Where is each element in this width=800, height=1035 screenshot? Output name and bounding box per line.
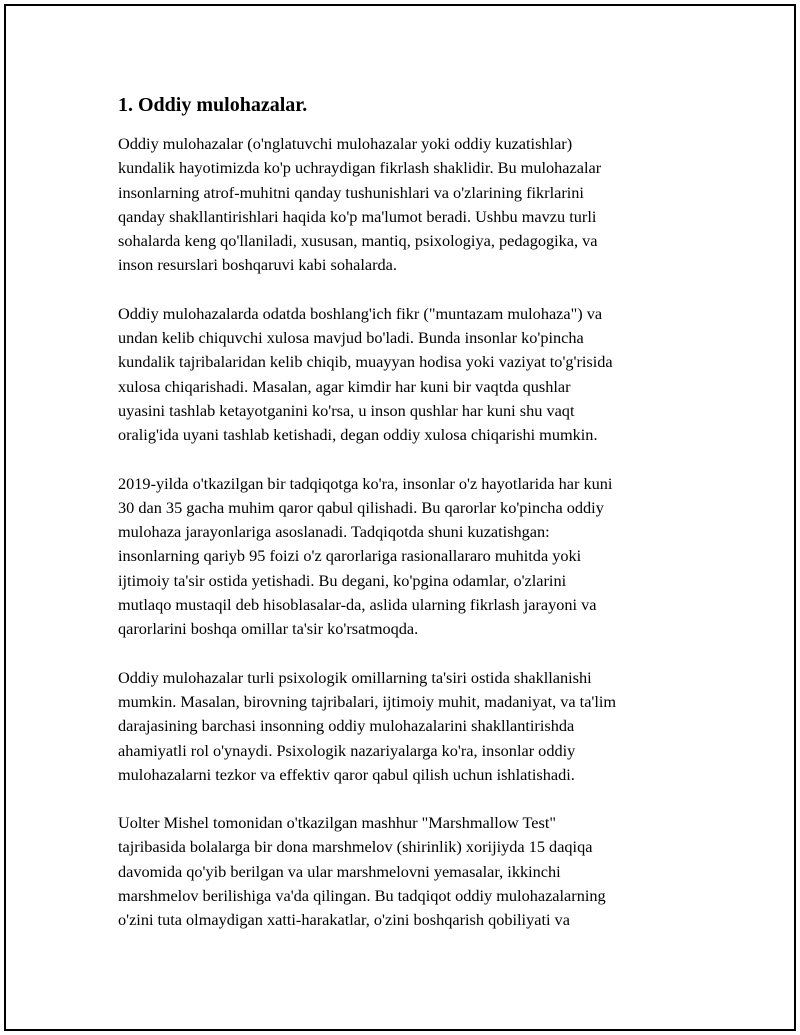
text-line: mulohazalarni tezkor va effektiv qaror qabul qilish uchun ishlatishadi. xyxy=(118,764,575,784)
text-line: tajribasida bolalarga bir dona marshmelov (shirinlik) xorijiyda 15 daqiqa xyxy=(118,837,593,857)
text-line: Oddiy mulohazalarda odatda boshlang'ich fikr ("muntazam mulohaza") va xyxy=(118,303,603,323)
text-line: mumkin. Masalan, birovning tajribalari, ijtimoiy muhit, madaniyat, va ta'lim xyxy=(118,691,617,711)
text-line: qarorlarini boshqa omillar ta'sir ko'rsatmoqda. xyxy=(118,619,419,639)
text-line: undan kelib chiquvchi xulosa mavjud bo'ladi. Bunda insonlar ko'pincha xyxy=(118,328,584,348)
text-line: ahamiyatli rol o'ynaydi. Psixologik nazariyalarga ko'ra, insonlar oddiy xyxy=(118,740,576,760)
text-line: qanday shakllantirishlari haqida ko'p ma'lumot beradi. Ushbu mavzu turli xyxy=(118,206,597,226)
text-line: Uolter Mishel tomonidan o'tkazilgan mashhur "Marshmallow Test" xyxy=(118,813,557,833)
text-line: mutlaqo mustaqil deb hisoblasalar-da, aslida ularning fikrlash jarayoni va xyxy=(118,595,597,615)
text-line: davomida qo'yib berilgan va ular marshmelovni yemasalar, ikkinchi xyxy=(118,861,561,881)
text-line: insonlarning atrof-muhitni qanday tushunishlari va o'zlarining fikrlarini xyxy=(118,182,584,202)
text-line: uyasini tashlab ketayotganini ko'rsa, u inson qushlar har kuni shu vaqt xyxy=(118,400,575,420)
text-line: kundalik hayotimizda ko'p uchraydigan fikrlash shaklidir. Bu mulohazalar xyxy=(118,158,602,178)
text-line: darajasining barchasi insonning oddiy mulohazalarini shakllantirishda xyxy=(118,716,575,736)
paragraph-5 xyxy=(118,811,688,932)
text-line: Oddiy mulohazalar turli psixologik omillarning ta'siri ostida shakllanishi xyxy=(118,667,592,687)
text-line: ijtimoiy ta'sir ostida yetishadi. Bu degani, ko'pgina odamlar, o'zlarini xyxy=(118,570,567,590)
text-line: oralig'ida uyani tashlab ketishadi, degan oddiy xulosa chiqarishi mumkin. xyxy=(118,425,598,445)
paragraph-2 xyxy=(118,302,688,448)
paragraph-4 xyxy=(118,666,688,787)
text-line: Oddiy mulohazalar (o'nglatuvchi mulohazalar yoki oddiy kuzatishlar) xyxy=(118,134,573,153)
text-line: 30 dan 35 gacha muhim qaror qabul qilishadi. Bu qarorlar ko'pincha oddiy xyxy=(118,497,604,517)
text-line: insonlarning qariyb 95 foizi o'z qarorlariga rasionallararo muhitda yoki xyxy=(118,546,582,566)
text-line: 2019-yilda o'tkazilgan bir tadqiqotga ko'ra, insonlar o'z hayotlarida har kuni xyxy=(118,473,613,493)
text-line: xulosa chiqarishadi. Masalan, agar kimdir har kuni bir vaqtda qushlar xyxy=(118,376,571,396)
paragraph-1 xyxy=(118,132,688,278)
section-heading: 1. Oddiy mulohazalar. xyxy=(118,94,308,116)
text-line: marshmelov berilishiga va'da qilingan. Bu tadqiqot oddiy mulohazalarning xyxy=(118,886,606,906)
paragraph-3 xyxy=(118,472,688,642)
text-line: mulohaza jarayonlariga asoslanadi. Tadqiqotda shuni kuzatishgan: xyxy=(118,522,550,542)
text-line: kundalik tajribalaridan kelib chiqib, muayyan hodisa yoki vaziyat to'g'risida xyxy=(118,352,613,372)
text-line: inson resurslari boshqaruvi kabi sohalarda. xyxy=(118,255,397,275)
text-line: sohalarda keng qo'llaniladi, xususan, mantiq, psixologiya, pedagogika, va xyxy=(118,231,598,251)
text-line: o'zini tuta olmaydigan xatti-harakatlar, o'zini boshqarish qobiliyati va xyxy=(118,910,570,930)
document-body xyxy=(118,92,688,957)
